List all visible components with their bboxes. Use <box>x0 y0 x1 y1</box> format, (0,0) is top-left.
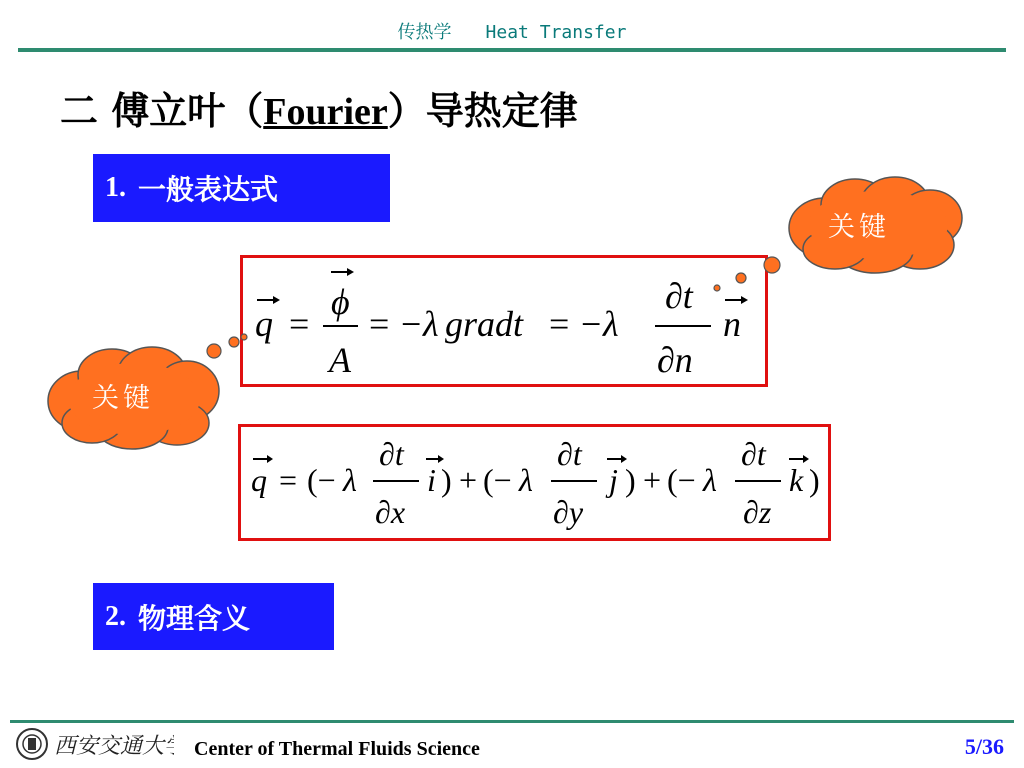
footer-divider <box>10 720 1014 723</box>
section-2-text: 物理含义 <box>138 601 251 635</box>
svg-text:+: + <box>459 462 478 498</box>
svg-text:∂y: ∂y <box>553 494 584 530</box>
section-1-text: 一般表达式 <box>138 173 279 206</box>
university-name: 西安交通大学 <box>54 734 174 759</box>
svg-text:): ) <box>625 462 636 498</box>
center-name: Center of Thermal Fluids Science <box>194 738 480 760</box>
svg-text:∂z: ∂z <box>743 494 772 530</box>
svg-text:∂x: ∂x <box>375 494 406 530</box>
slide-header <box>0 18 1024 44</box>
header-divider <box>18 48 1006 52</box>
svg-text:(−: (− <box>667 462 696 498</box>
svg-text:j: j <box>609 462 618 498</box>
xjtu-seal-icon <box>14 726 174 762</box>
svg-text:q: q <box>251 462 267 498</box>
callout-tail-left <box>200 330 250 360</box>
key-callout-right <box>780 173 970 279</box>
key-callout-left <box>42 343 224 455</box>
svg-text:): ) <box>809 462 820 498</box>
svg-text:−: − <box>401 304 422 344</box>
course-title-cn: 传热学 <box>397 22 452 43</box>
section-1-label <box>93 154 390 222</box>
svg-text:∂t: ∂t <box>557 436 582 472</box>
section-1-number: 1. <box>105 172 126 203</box>
svg-text:=: = <box>369 304 390 344</box>
svg-text:λ: λ <box>703 462 717 498</box>
svg-text:=: = <box>279 462 298 498</box>
university-logo <box>14 726 174 766</box>
svg-text:∂t: ∂t <box>665 276 693 316</box>
svg-text:λ: λ <box>423 304 439 344</box>
callout-tail-right <box>706 252 786 292</box>
svg-text:=: = <box>289 304 310 344</box>
section-2-number: 2. <box>105 600 126 632</box>
fourier-law-component-equation <box>238 424 831 541</box>
area-symbol: A <box>329 340 351 380</box>
svg-text:): ) <box>441 462 452 498</box>
svg-text:+: + <box>643 462 662 498</box>
svg-text:=: = <box>549 304 570 344</box>
svg-text:(−: (− <box>307 462 336 498</box>
key-callout-left-text: 关键 <box>92 383 154 414</box>
svg-text:−: − <box>581 304 602 344</box>
title-prefix: 二 傅立叶（ <box>60 89 264 133</box>
svg-text:∂t: ∂t <box>741 436 766 472</box>
equation-2-graphic <box>241 427 828 538</box>
n-unit-vector: n <box>723 304 741 344</box>
svg-text:∂t: ∂t <box>379 436 404 472</box>
slide-title <box>60 80 578 135</box>
title-name: Fourier <box>263 91 388 133</box>
equation-1-graphic <box>243 258 765 384</box>
svg-text:(−: (− <box>483 462 512 498</box>
title-suffix: ）导热定律 <box>387 89 578 133</box>
fourier-law-vector-equation <box>240 255 768 387</box>
svg-text:∂n: ∂n <box>657 340 693 380</box>
q-symbol: q <box>255 304 273 344</box>
svg-text:λ: λ <box>343 462 357 498</box>
svg-text:i: i <box>427 462 436 498</box>
phi-symbol: ϕ <box>331 282 350 322</box>
svg-text:k: k <box>789 462 804 498</box>
course-title-en: Heat Transfer <box>485 22 627 43</box>
page-number: 5/36 <box>964 734 1004 759</box>
section-2-label <box>93 583 334 650</box>
svg-text:λ: λ <box>519 462 533 498</box>
svg-text:λ: λ <box>603 304 619 344</box>
key-callout-right-text: 关键 <box>828 212 890 243</box>
gradt-term: gradt <box>445 304 524 344</box>
